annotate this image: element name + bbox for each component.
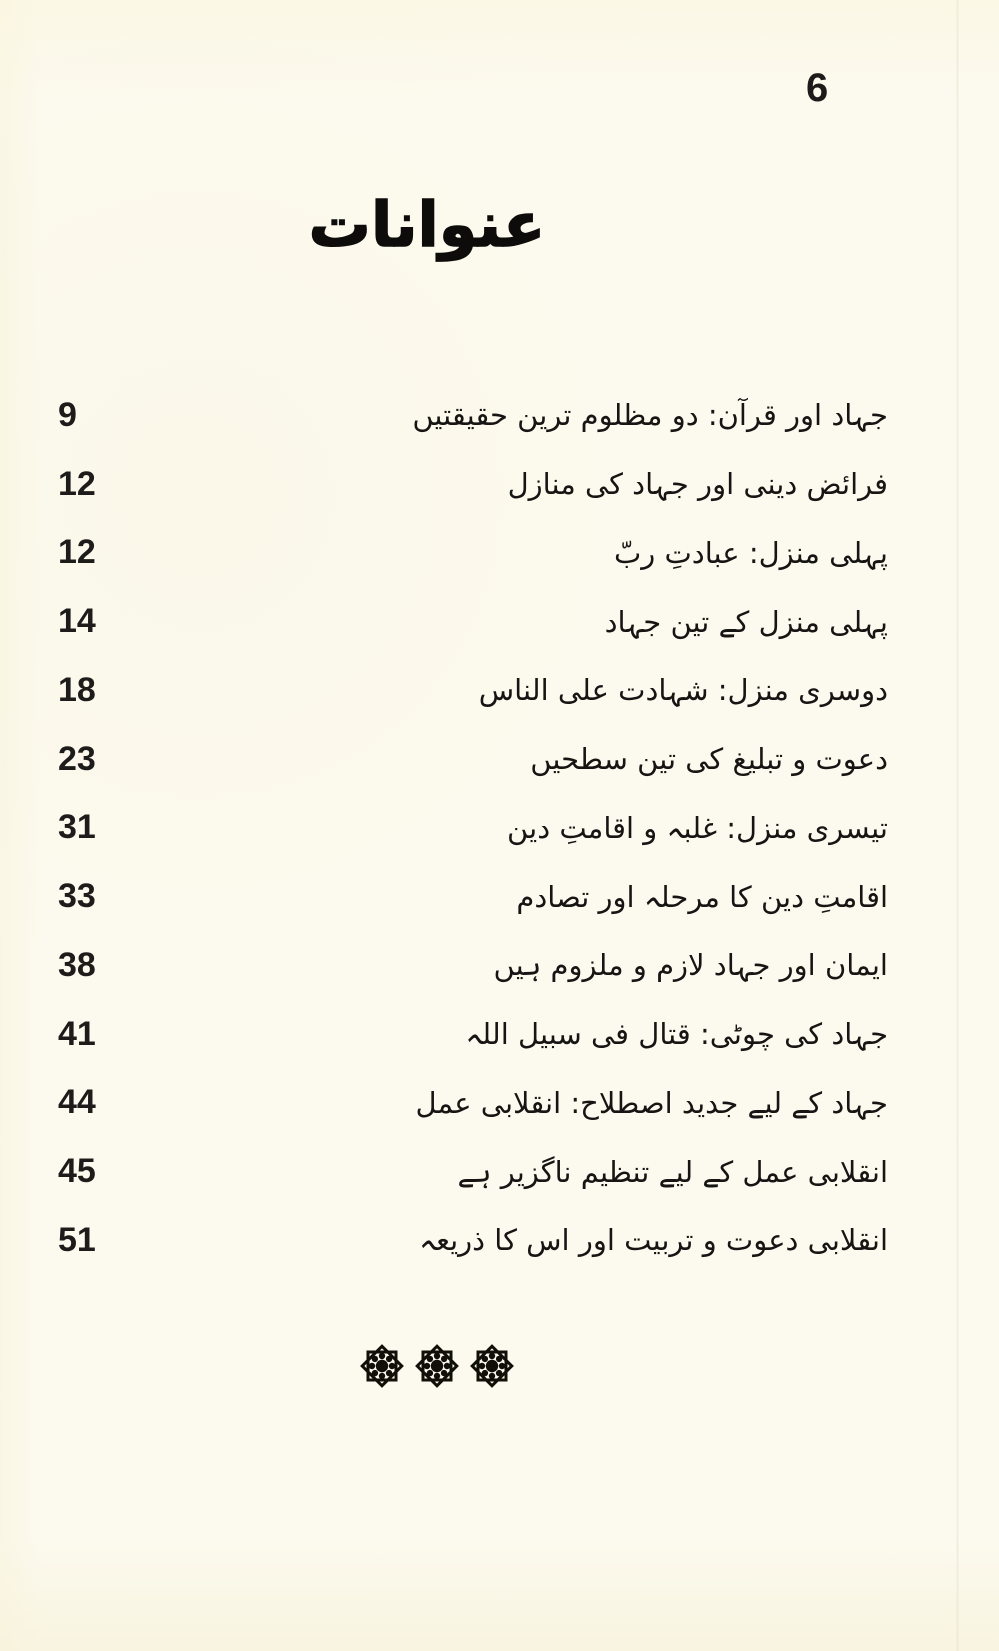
page-title: عنوانات [308,188,546,261]
toc-entry-title: پہلی منزل: عبادتِ ربّ [613,535,888,570]
toc-page-number: 12 [58,464,96,503]
toc-page-number: 18 [58,670,96,709]
toc-entry-title: جہاد اور قرآن: دو مظلوم ترین حقیقتیں [412,398,888,433]
toc-page-number: 33 [58,877,96,916]
toc-row [58,656,888,725]
toc-page-number: 41 [58,1014,96,1053]
toc-entry-title: جہاد کی چوٹی: قتال فی سبیل اللہ [465,1017,888,1052]
toc-list [58,381,888,1275]
ornament [468,1340,516,1392]
eight-point-star-icon [358,1340,406,1392]
page-number: 6 [806,66,830,110]
toc-page-number: 31 [58,808,96,847]
toc-entry-title: انقلابی عمل کے لیے تنظیم ناگزیر ہے [457,1154,888,1189]
toc-entry-title: تیسری منزل: غلبہ و اقامتِ دین [507,810,888,845]
toc-row [58,725,888,794]
toc-row [58,1000,888,1069]
ornament [358,1340,406,1392]
ornament [413,1340,461,1392]
toc-row [58,931,888,1000]
toc-page-number: 9 [58,395,77,434]
toc-page-number: 44 [58,1083,96,1122]
toc-entry-title: پہلی منزل کے تین جہاد [604,604,888,639]
toc-page-number: 12 [58,533,96,572]
toc-page-number: 14 [58,602,96,641]
toc-entry-title: انقلابی دعوت و تربیت اور اس کا ذریعہ [419,1223,888,1258]
scan-crease [956,0,959,1651]
toc-row [58,381,888,450]
toc-row [58,1069,888,1138]
ornament-row [352,1340,522,1392]
toc-entry-title: فرائض دینی اور جہاد کی منازل [507,467,888,502]
toc-row [58,862,888,931]
toc-entry-title: اقامتِ دین کا مرحلہ اور تصادم [516,879,888,914]
eight-point-star-icon [413,1340,461,1392]
toc-page-number: 51 [58,1220,96,1259]
toc-page-number: 23 [58,739,96,778]
toc-entry-title: جہاد کے لیے جدید اصطلاح: انقلابی عمل [415,1085,888,1120]
toc-row [58,450,888,519]
toc-row [58,794,888,863]
toc-page-number: 38 [58,945,96,984]
eight-point-star-icon [468,1340,516,1392]
toc-page-number: 45 [58,1152,96,1191]
toc-entry-title: ایمان اور جہاد لازم و ملزوم ہیں [493,948,888,983]
toc-row [58,519,888,588]
toc-row [58,1137,888,1206]
toc-entry-title: دعوت و تبلیغ کی تین سطحیں [530,742,888,777]
toc-row [58,587,888,656]
toc-entry-title: دوسری منزل: شہادت علی الناس [478,673,888,708]
toc-row [58,1206,888,1275]
